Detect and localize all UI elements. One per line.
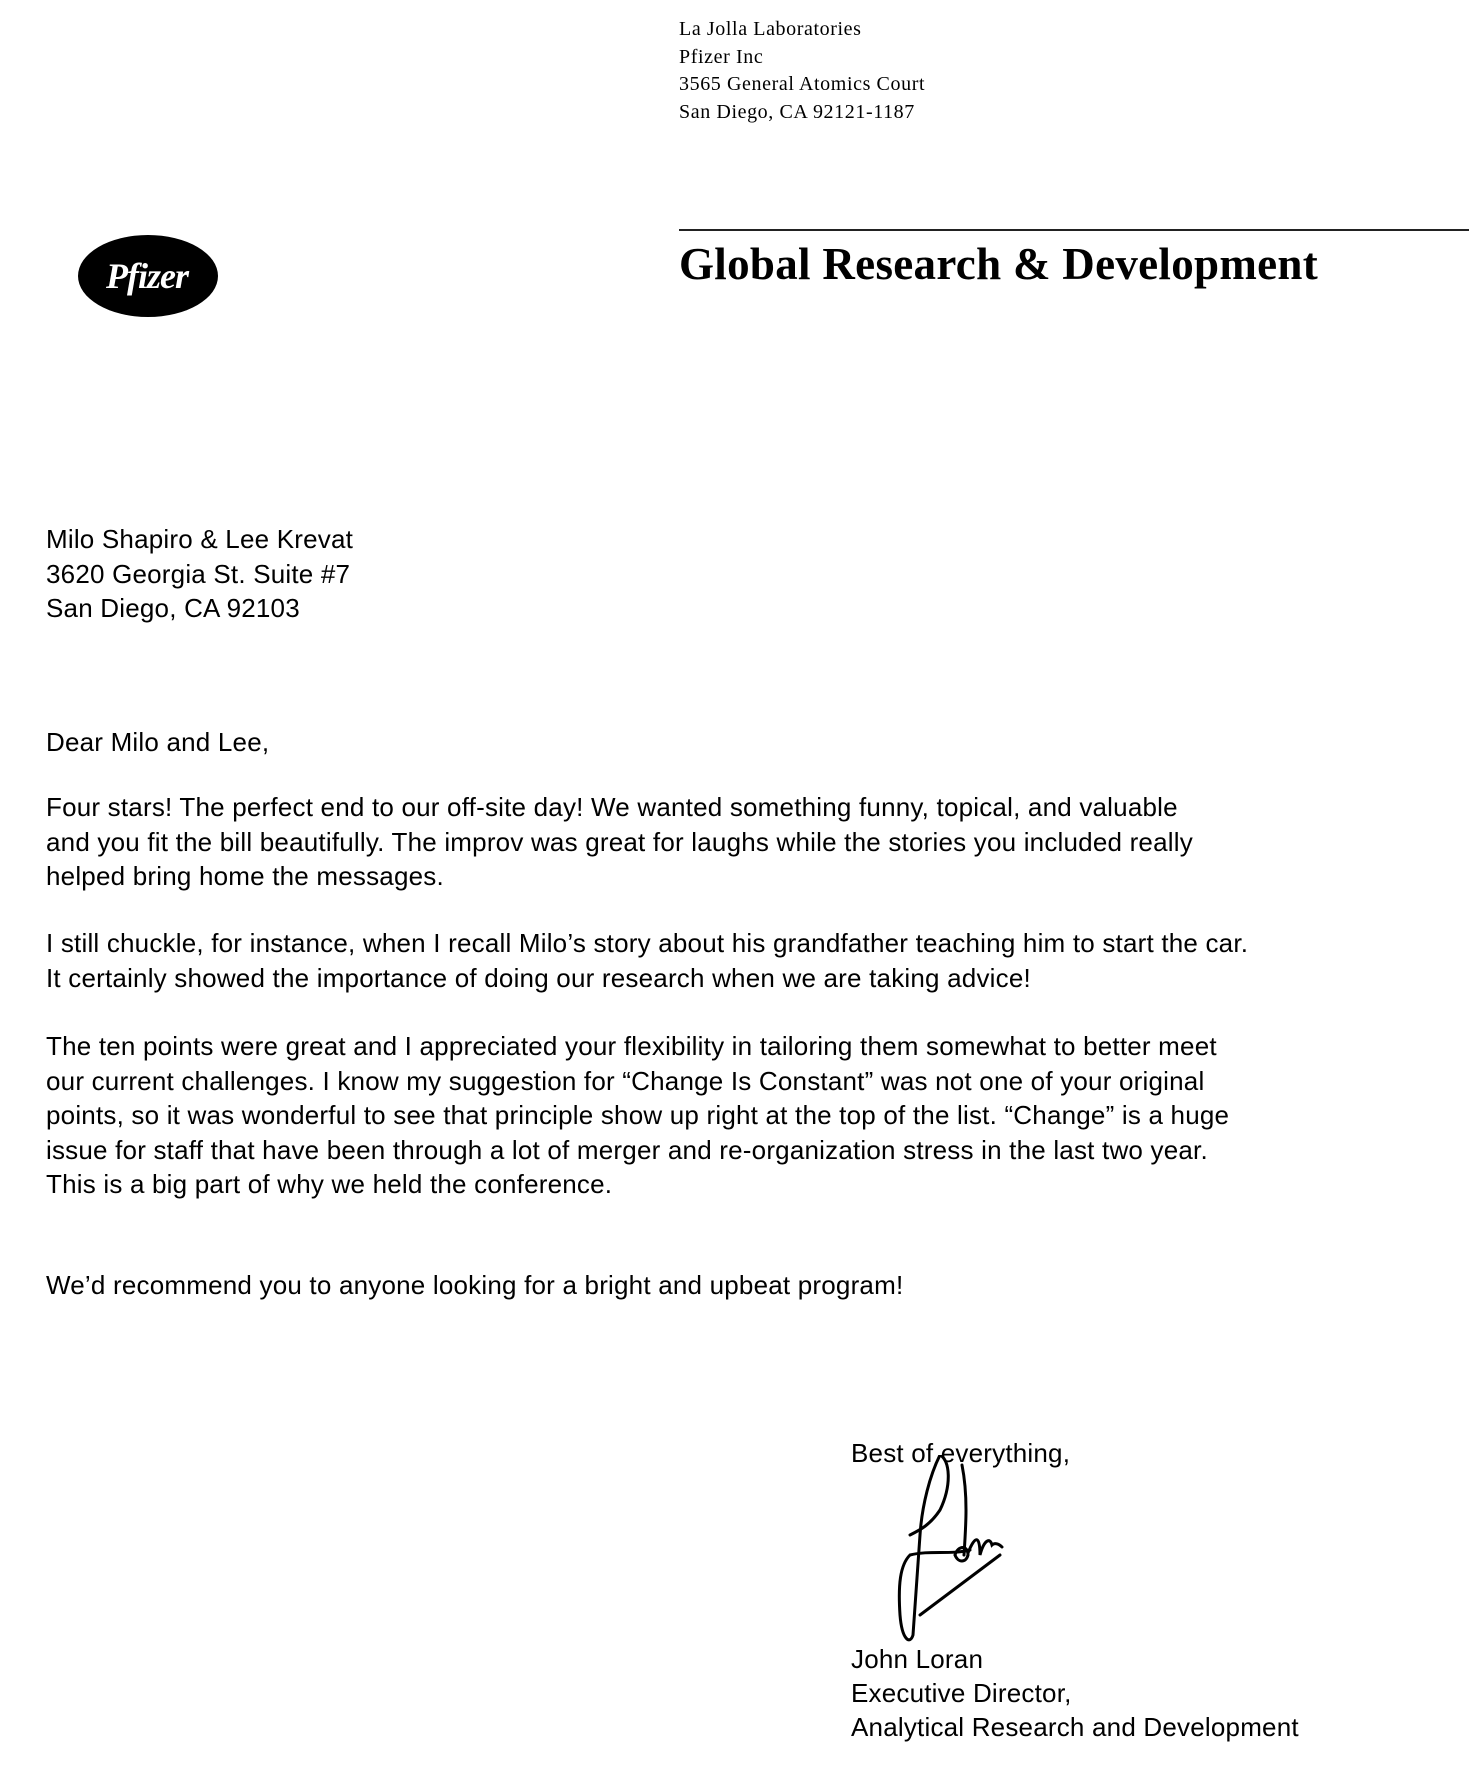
division-title: Global Research & Development	[679, 239, 1319, 289]
recipient-line: San Diego, CA 92103	[46, 593, 300, 623]
address-line: 3565 General Atomics Court	[679, 73, 926, 95]
signer-name: John Loran	[851, 1644, 984, 1674]
paragraph	[46, 1029, 1229, 1202]
paragraph-line: It certainly showed the importance of doing our research when we are taking advice!	[46, 962, 1031, 993]
paragraph-line: helped bring home the messages.	[46, 861, 444, 891]
address-line: Pfizer Inc	[679, 45, 764, 68]
paragraph-line: issue for staff that have been through a lot of merger and re-organization stress in the last two year.	[46, 1134, 1208, 1165]
recipient-line: Milo Shapiro & Lee Krevat	[46, 524, 354, 554]
paragraph-line: I still chuckle, for instance, when I recall Milo’s story about his grandfather teaching him to start the car.	[46, 928, 1249, 958]
handwritten-signature	[880, 1455, 1080, 1655]
address-line: La Jolla Laboratories	[679, 18, 862, 40]
paragraph	[46, 926, 1248, 995]
address-line: San Diego, CA 92121-1187	[679, 100, 915, 123]
paragraph-line: and you fit the bill beautifully. The improv was great for laughs while the stories you included really	[46, 826, 1193, 857]
signer-title: Executive Director,	[851, 1678, 1072, 1708]
paragraph-line: The ten points were great and I appreciated your flexibility in tailoring them somewhat to better meet	[46, 1031, 1217, 1061]
paragraph-line: Four stars! The perfect end to our off-site day! We wanted something funny, topical, and valuable	[46, 792, 1178, 822]
letterhead-address	[679, 16, 925, 126]
paragraph-line: We’d recommend you to anyone looking for a bright and upbeat program!	[46, 1270, 904, 1300]
paragraph	[46, 1268, 903, 1303]
recipient-address	[46, 522, 353, 626]
paragraph	[46, 790, 1193, 894]
signer-department: Analytical Research and Development	[851, 1712, 1299, 1742]
pfizer-logo	[77, 234, 219, 318]
paragraph-line: points, so it was wonderful to see that principle show up right at the top of the list. “Change” is a huge	[46, 1100, 1230, 1130]
signer-block	[851, 1642, 1299, 1744]
recipient-line: 3620 Georgia St. Suite #7	[46, 558, 351, 589]
paragraph-line: our current challenges. I know my suggestion for “Change Is Constant” was not one of your original	[46, 1065, 1205, 1096]
sign-off: Best of everything,	[851, 1438, 1071, 1468]
paragraph-line: This is a big part of why we held the conference.	[46, 1169, 613, 1199]
svg-text:Pfizer: Pfizer	[106, 256, 188, 296]
salutation: Dear Milo and Lee,	[46, 727, 270, 757]
letterhead-divider	[679, 229, 1469, 231]
